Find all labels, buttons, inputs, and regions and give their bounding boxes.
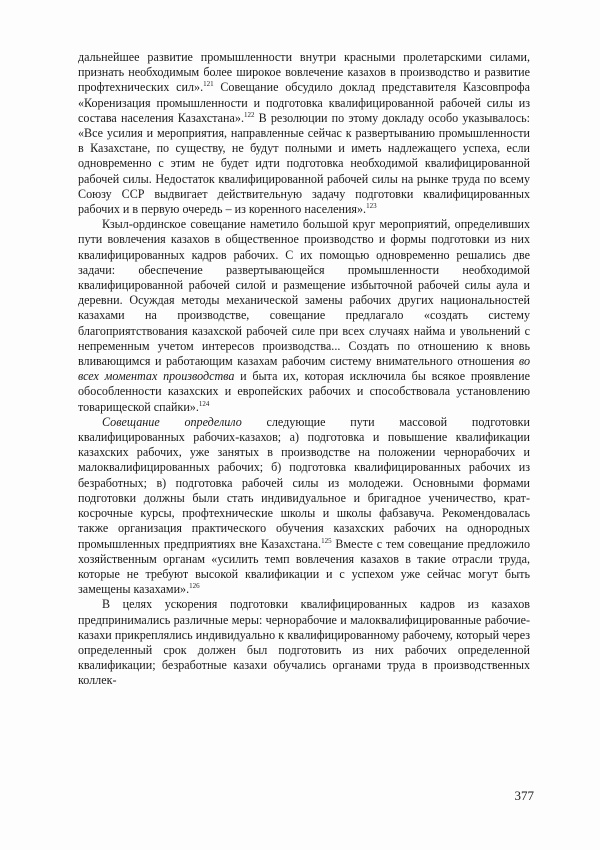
italic-text: во всех моментах производства [78,354,530,384]
text-run: дальнейшее развитие промышленности внутри красными пролетарскими силами, признать необходимым более широкое вовлечение казахов в производство и развитие профтехнических сил». [78,50,530,95]
footnote-ref: 123 [366,202,377,211]
italic-text: Совещание определило [102,414,242,429]
footnote-ref: 125 [321,536,332,545]
text-run: Вместе с тем совещание предложило хозяйственным органам «усилить темп вовлечения казахов в такие отрасли труда, которые не требуют высокой квалификации и с успехом уже сейчас могут быть замещены казахами». [78,536,530,597]
page-number: 377 [514,788,534,803]
footnote-ref: 124 [198,399,210,408]
text-run: Совещание обсудило доклад представителя Казсовпрофа «Коренизация промышленности и подготовка квалифицированной рабочей силы из состава населения Казахстана». [78,80,530,125]
footnote-ref: 121 [203,80,214,89]
text-run: В целях ускорения подготовки квалифицированных кадров из казахов предпринимались различные меры: чернорабочие и малоквалифицированные рабочие-казахи прикреплялись индивидуально к квалифицированному рабочему, который через определенный срок должен был подготовить из них рабочих определенной квалификации; безработные казахи обучались органами труда в производственных коллек- [78,597,530,688]
paragraph-1 [78,50,530,217]
paragraph-3 [78,415,530,597]
paragraph-2 [78,217,530,415]
footnote-ref: 122 [243,110,255,119]
text-run: следующие пути массовой подготовки квалифицированных рабочих-казахов; а) подготовка и повышение квалификации казахских рабочих, уже занятых в производстве на положении чернорабочих и малоквалифицированных рабочих; б) подготовка квалифицированных рабочих из безработных; в) подготовка рабочей силы из молодежи. Основными формами подготовки должны были стать индивидуальное и бригадное ученичество, краткосрочные курсы, профтехнические школы и школы фабзавуча. Рекомендовалась также организация практического обучения казахских рабочих на однородных промышленных предприятиях вне Казахстана. [78,414,530,551]
paragraph-4 [78,597,530,688]
text-run: В резолюции по этому докладу особо указывалось: «Все усилия и мероприятия, направленные сейчас к развертыванию промышленности в Казахстане, по существу, не будут полными и иметь надлежащего успеха, если одновременно с этим не будет идти подготовка необходимой квалифицированной рабочей силы. Недостаток квалифицированной рабочей силы на рынке труда по всему Союзу ССР выдвигает действительную задачу подготовки квалифицированных рабочих и в первую очередь – из коренного населения». [78,110,530,217]
text-run: и быта их, которая исключила бы всякое проявление обособленности казахских и европейских рабочих и способствовала установлению товарищеской спайки». [78,369,530,414]
body-text [78,50,530,689]
text-run: Кзыл-ординское совещание наметило большой круг мероприятий, определивших пути вовлечения казахов в общественное производство и формы подготовки из них квалифицированных кадров рабочих. С их помощью одновременно решались две задачи: обеспечение развертывающейся промышленности необходимой квалифицированной рабочей силой и размещение избыточной рабочей силы аула и деревни. Осуждая методы механической замены рабочих других национальностей казахами на производстве, совещание предлагало «создать систему благоприятствования казахской рабочей силе при всех случаях найма и увольнений с непременным учетом интересов производства... Создать по отношению к вновь вливающимся и работающим казахам рабочим систему внимательного отношения [78,217,530,369]
footnote-ref: 126 [189,582,200,591]
